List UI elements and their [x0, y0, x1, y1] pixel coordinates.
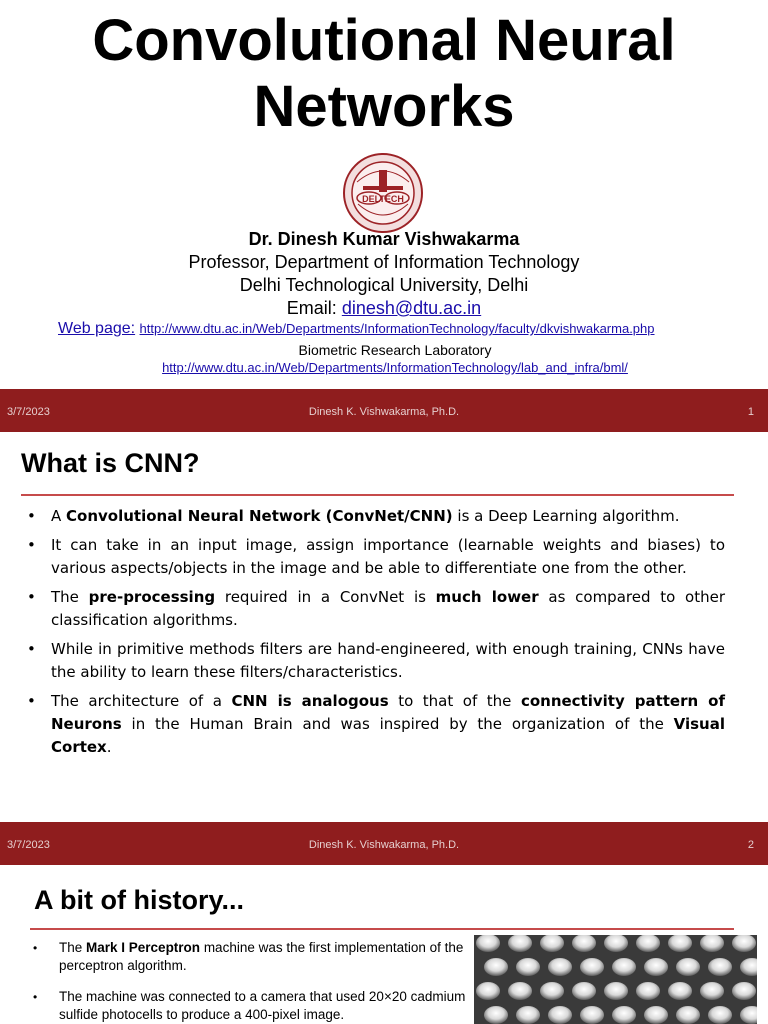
photocell [612, 958, 636, 976]
footer-author: Dinesh K. Vishwakarma, Ph.D. [308, 839, 460, 851]
bullet-item [30, 939, 470, 975]
email-row [0, 297, 768, 320]
bullet-bold-text: Convolutional Neural Network (ConvNet/CNN) [66, 507, 453, 525]
author-role: Professor, Department of Information Technology [188, 252, 580, 272]
history-slide [0, 865, 768, 1024]
photocell [516, 958, 540, 976]
photocell [708, 1006, 732, 1024]
bullet-item [25, 638, 725, 684]
web-page-row [58, 320, 758, 338]
photocell [484, 1006, 508, 1024]
bullet-dot: • [27, 640, 36, 658]
bullet-text: as compared to other classification algorithms. [51, 588, 726, 629]
bullet-bold-text: pre-processing [88, 588, 216, 606]
photocell [732, 982, 756, 1000]
bullet-text: . [106, 738, 112, 756]
svg-text:DELTECH: DELTECH [362, 194, 404, 204]
bullet-item [25, 586, 725, 632]
bullet-list [30, 939, 470, 1024]
bullet-text: in the Human Brain and was inspired by the organization of the [121, 715, 674, 733]
photocell [604, 982, 628, 1000]
photocell [580, 958, 604, 976]
bullet-text: While in primitive methods filters are hand-engineered, with enough training, CNNs have the ability to learn these filters/characteristics. [51, 640, 725, 681]
bullet-text: machine was the first implementation of the perceptron algorithm. [59, 940, 464, 973]
slide-title: Convolutional Neural Networks [92, 8, 676, 139]
photocell [548, 958, 572, 976]
bullet-bold-text: much lower [435, 588, 539, 606]
email-link[interactable]: dinesh@dtu.ac.in [341, 298, 482, 318]
footer-date: 3/7/2023 [7, 406, 50, 418]
author-block [0, 227, 768, 320]
bullet-text: The machine was connected to a camera that used 20×20 cadmium sulfide photocells to produce a 400-pixel image. [59, 989, 466, 1022]
photocell [676, 958, 700, 976]
photocell [644, 1006, 668, 1024]
bullet-dot: • [33, 941, 38, 955]
slide-title: What is CNN? [21, 448, 200, 478]
bullet-text: The [51, 588, 89, 606]
photocell [636, 982, 660, 1000]
web-page-link[interactable]: http://www.dtu.ac.in/Web/Departments/InformationTechnology/faculty/dkvishwakarma.php [139, 321, 655, 336]
lab-name: Biometric Research Laboratory [298, 342, 492, 358]
slide-footer [0, 822, 768, 865]
bullet-dot: • [27, 692, 36, 710]
bullet-bold-text: CNN is analogous [231, 692, 389, 710]
slide-footer [0, 389, 768, 432]
photocell [612, 1006, 636, 1024]
photocell [508, 982, 532, 1000]
photocell [644, 958, 668, 976]
photocell [668, 982, 692, 1000]
bullet-text: required in a ConvNet is [215, 588, 436, 606]
bullet-item [30, 988, 470, 1024]
bullet-bold-text: connectivity pattern of Neurons [51, 692, 725, 733]
bullet-text: The architecture of a [51, 692, 232, 710]
footer-page-number: 2 [747, 839, 754, 851]
footer-page-number: 1 [747, 406, 754, 418]
lab-link[interactable]: http://www.dtu.ac.in/Web/Departments/InformationTechnology/lab_and_infra/bml/ [162, 360, 628, 375]
photocell [516, 1006, 540, 1024]
photocell [548, 1006, 572, 1024]
title-underline [21, 494, 734, 496]
footer-author: Dinesh K. Vishwakarma, Ph.D. [308, 406, 460, 418]
web-page-label: Web page: [58, 320, 136, 337]
bullet-text: A [51, 507, 67, 525]
bullet-item [25, 534, 725, 580]
photocell [580, 1006, 604, 1024]
photocell [540, 982, 564, 1000]
bullet-dot: • [27, 588, 36, 606]
email-label: Email: [286, 298, 337, 318]
author-affiliation: Delhi Technological University, Delhi [239, 275, 529, 295]
university-logo [341, 152, 425, 234]
title-underline [30, 928, 734, 930]
bullet-item [25, 505, 725, 528]
bullet-dot: • [27, 507, 36, 525]
bullet-bold-text: Mark I Perceptron [86, 940, 201, 955]
bullet-text: to that of the [388, 692, 521, 710]
title-slide [0, 0, 768, 389]
footer-date: 3/7/2023 [7, 839, 50, 851]
bullet-item [25, 690, 725, 759]
bullet-text: is a Deep Learning algorithm. [452, 507, 680, 525]
bullet-text: The [59, 940, 87, 955]
photocell [484, 958, 508, 976]
bullet-bold-text: Visual Cortex [51, 715, 725, 756]
photocell [676, 1006, 700, 1024]
author-name: Dr. Dinesh Kumar Vishwakarma [248, 229, 520, 249]
what-is-cnn-slide [0, 432, 768, 822]
photocell [476, 982, 500, 1000]
bullet-list [25, 505, 725, 765]
photocell [572, 982, 596, 1000]
bullet-dot: • [27, 536, 36, 554]
slide-title: A bit of history... [34, 885, 244, 915]
bullet-text: It can take in an input image, assign importance (learnable weights and biases) to various aspects/objects in the image and be able to differentiate one from the other. [51, 536, 725, 577]
photocell [708, 958, 732, 976]
bullet-dot: • [33, 990, 38, 1004]
photocell [700, 982, 724, 1000]
photocell-array-image [474, 935, 757, 1024]
